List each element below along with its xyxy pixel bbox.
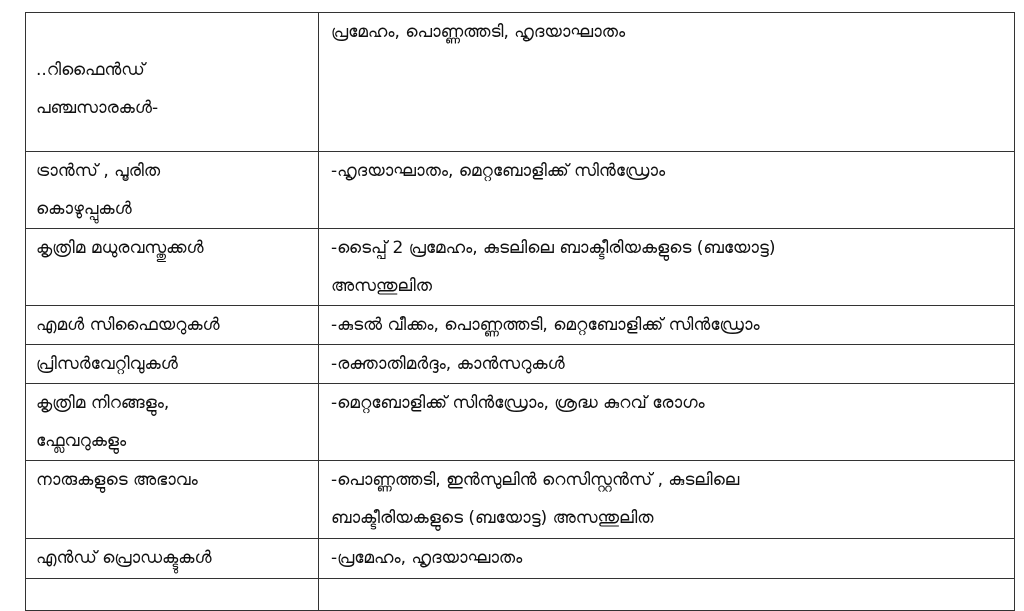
label-cell — [26, 229, 319, 306]
label-cell — [26, 539, 319, 579]
label-cell — [26, 345, 319, 384]
effect-text: -പ്രമേഹം, ഹൃദയാഘാതം — [331, 548, 523, 568]
effect-cell — [319, 345, 1015, 384]
effect-cell — [319, 152, 1015, 229]
label-text: പഞ്ചസാരകൾ- — [36, 98, 159, 118]
table-row — [26, 345, 1015, 384]
label-text: നാരുകളുടെ അഭാവം — [36, 470, 198, 490]
label-cell — [26, 152, 319, 229]
effect-cell — [319, 229, 1015, 306]
effect-cell — [319, 13, 1015, 152]
label-text: കൃത്രിമ മധുരവസ്തുക്കൾ — [36, 238, 204, 258]
table-row — [26, 306, 1015, 345]
table-row — [26, 229, 1015, 306]
label-cell — [26, 306, 319, 345]
label-text: കൊഴുപ്പുകൾ — [36, 199, 132, 219]
table-row — [26, 461, 1015, 539]
table-row — [26, 13, 1015, 152]
label-text: എമൾ സിഫൈയറുകൾ — [36, 315, 220, 335]
label-cell — [26, 13, 319, 152]
effect-text: -മെറ്റബോളിക്ക് സിൻഡ്രോം, ശ്രദ്ധ കുറവ് രോഗം — [331, 393, 705, 413]
effect-text: -പൊണ്ണത്തടി, ഇൻസുലിൻ റെസിസ്റ്റൻസ് , കുടലിലെ — [331, 470, 740, 490]
label-text: കൃത്രിമ നിറങ്ങളും, — [36, 393, 170, 413]
effect-text: -ഹൃദയാഘാതം, മെറ്റബോളിക്ക് സിൻഡ്രോം — [331, 161, 666, 181]
label-text: എൻഡ് പ്രൊഡക്ടുകൾ — [36, 548, 212, 568]
table-row — [26, 539, 1015, 579]
effect-text: -കുടൽ വീക്കം, പൊണ്ണത്തടി, മെറ്റബോളിക്ക് സിൻഡ്രോം — [331, 315, 760, 335]
content-table — [25, 12, 1015, 611]
effect-text: -രക്താതിമർദ്ദം, കാൻസറുകൾ — [331, 354, 565, 374]
table-body — [26, 13, 1015, 611]
effect-cell — [319, 461, 1015, 539]
label-cell — [26, 384, 319, 461]
effect-text: പ്രമേഹം, പൊണ്ണത്തടി, ഹൃദയാഘാതം — [331, 22, 626, 42]
label-text — [36, 13, 318, 51]
effect-text: ബാക്ടീരിയകളുടെ (ബയോട്ട) അസന്തുലിത — [331, 508, 654, 528]
label-text: ..റിഫൈൻഡ് — [36, 60, 145, 80]
label-cell — [26, 461, 319, 539]
label-text: പ്രിസർവേറ്റിവുകൾ — [36, 354, 178, 374]
label-text: ട്രാൻസ് , പൂരിത — [36, 161, 161, 181]
effect-cell — [319, 384, 1015, 461]
effect-text: അസന്തുലിത — [331, 276, 432, 296]
label-text: ഫ്ലേവറുകളും — [36, 431, 127, 451]
effect-cell — [319, 306, 1015, 345]
effect-text: -ടൈപ്പ് 2 പ്രമേഹം, കുടലിലെ ബാക്ടീരിയകളുടെ (ബയോട്ട) — [331, 238, 776, 258]
table-row — [26, 152, 1015, 229]
effect-cell — [319, 539, 1015, 579]
table-row — [26, 384, 1015, 461]
